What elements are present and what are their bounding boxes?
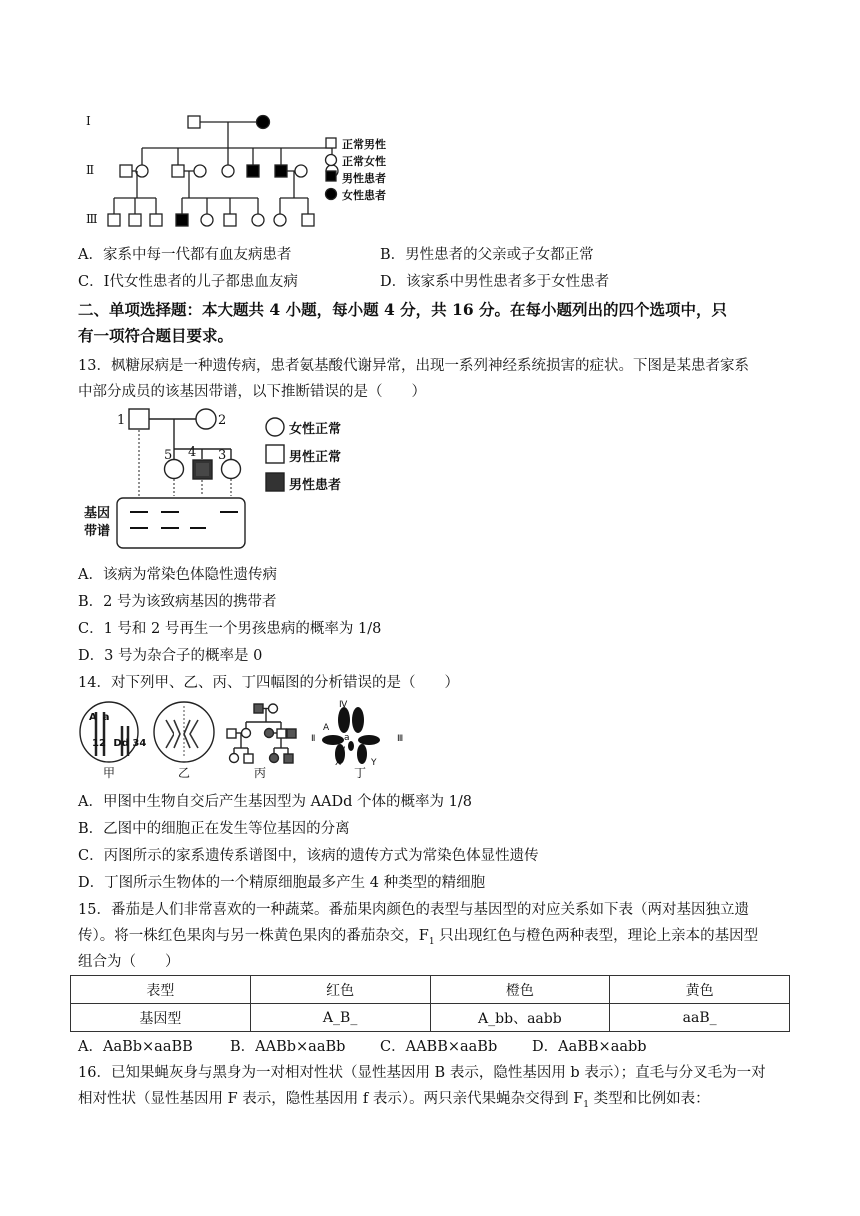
q13-option-c[interactable]: C．1 号和 2 号再生一个男孩患病的概率为 1/8 (78, 621, 382, 637)
q14-ding-label-A: A (323, 723, 330, 733)
q13-band-label-2: 带谱 (84, 524, 111, 539)
q12-option-a[interactable]: A．家系中每一代都有血友病患者 (78, 247, 292, 263)
q16-stem-line2: 相对性状（显性基因用 F 表示，隐性基因用 f 表示）。两只亲代果蝇杂交得到 $F_1$ 类型和比例如表： (78, 1091, 710, 1110)
q15-genotype-table (70, 975, 790, 1032)
generation-label-II: Ⅱ (86, 163, 95, 177)
q15-stem-line3: 组合为（ ） (78, 954, 180, 970)
q13-stem-line2: 中部分成员的该基因带谱，以下推断错误的是（ ） (78, 384, 426, 400)
table-cell: aaB_ (610, 1004, 790, 1032)
q14-ding-label-a: a (344, 733, 350, 743)
section-2-heading-line2: 有一项符合题目要求。 (78, 326, 234, 345)
table-row (71, 1004, 790, 1032)
q14-ding-label-V: Ⅴ (339, 746, 346, 756)
table-row (71, 976, 790, 1004)
q15-option-a[interactable]: A．AaBb×aaBB (78, 1039, 193, 1055)
q13-label-5: 5 (164, 448, 173, 463)
q14-jia-labels-top: A a (89, 712, 110, 723)
table-cell: A_B_ (250, 1004, 430, 1032)
q14-ding-label-X: X (335, 758, 342, 768)
q15-stem-line2: 传）。将一株红色果肉与另一株黄色果肉的番茄杂交，$F_1$ 只出现红色与橙色两种表型，理论上亲本的基因型 (78, 928, 759, 947)
q14-figure-label-jia: 甲 (103, 766, 116, 780)
pedigree-1-I-female-affected (257, 116, 270, 129)
q15-stem-line1: 15．番茄是人们非常喜欢的一种蔬菜。番茄果肉颜色的表型与基因型的对应关系如下表（两对基因独立遗 (78, 902, 749, 918)
q13-band-label-1: 基因 (84, 506, 111, 521)
section-2-heading-line1: 二、单项选择题：本大题共 4 小题，每小题 4 分，共 16 分。在每小题列出的四个选项中，只 (78, 300, 728, 319)
q14-option-d[interactable]: D．丁图所示生物体的一个精原细胞最多产生 4 种类型的精细胞 (78, 875, 486, 891)
table-cell: A_bb、aabb (430, 1004, 610, 1032)
q15-option-b[interactable]: B．AABb×aaBb (230, 1039, 346, 1055)
q13-label-4: 4 (188, 445, 197, 460)
q14-figure-label-ding: 丁 (354, 766, 367, 780)
legend-female-patient: 女性患者 (342, 189, 386, 202)
q12-option-c[interactable]: C．Ⅰ代女性患者的儿子都患血友病 (78, 274, 298, 290)
q12-option-b[interactable]: B．男性患者的父亲或子女都正常 (380, 247, 594, 263)
q15-option-c[interactable]: C．AABB×aaBb (380, 1039, 498, 1055)
q14-option-c[interactable]: C．丙图所示的家系遗传系谱图中，该病的遗传方式为常染色体显性遗传 (78, 848, 539, 864)
q14-figure-label-bing: 丙 (254, 766, 267, 780)
q14-stem: 14．对下列甲、乙、丙、丁四幅图的分析错误的是（ ） (78, 675, 459, 691)
generation-label-I: Ⅰ (86, 114, 91, 128)
pedigree-1-I-male (188, 116, 200, 128)
q15-option-d[interactable]: D．AaBB×aabb (532, 1039, 647, 1055)
table-cell: 基因型 (71, 1004, 251, 1032)
q13-label-3: 3 (218, 448, 227, 463)
q14-figure-label-yi: 乙 (178, 766, 191, 780)
q13-option-a[interactable]: A．该病为常染色体隐性遗传病 (78, 567, 277, 583)
q14-ding-label-IV: Ⅳ (339, 700, 348, 710)
q14-ding-label-Y: Y (371, 758, 377, 768)
generation-label-III: Ⅲ (86, 212, 98, 226)
q14-option-b[interactable]: B．乙图中的细胞正在发生等位基因的分离 (78, 821, 350, 837)
table-header-cell: 红色 (250, 976, 430, 1004)
legend-normal-female: 正常女性 (342, 155, 386, 168)
q14-option-a[interactable]: A．甲图中生物自交后产生基因型为 AADd 个体的概率为 1/8 (78, 794, 472, 810)
table-header-cell: 黄色 (610, 976, 790, 1004)
q13-stem-line1: 13．枫糖尿病是一种遗传病，患者氨基酸代谢异常，出现一系列神经系统损害的症状。下图是某患者家系 (78, 358, 749, 374)
q16-stem-line1: 16．已知果蝇灰身与黑身为一对相对性状（显性基因用 B 表示，隐性基因用 b 表示）；直毛与分叉毛为一对 (78, 1065, 766, 1081)
table-header-cell: 表型 (71, 976, 251, 1004)
q13-legend-male-patient: 男性患者 (289, 478, 342, 493)
q13-option-d[interactable]: D．3 号为杂合子的概率是 0 (78, 648, 263, 664)
q13-label-1: 1 (117, 413, 126, 428)
legend-male-patient: 男性患者 (342, 172, 386, 185)
q13-option-b[interactable]: B．2 号为该致病基因的携带者 (78, 594, 277, 610)
table-header-cell: 橙色 (430, 976, 610, 1004)
q13-legend-female-normal: 女性正常 (289, 422, 342, 437)
q12-option-d[interactable]: D．该家系中男性患者多于女性患者 (380, 274, 610, 290)
q14-jia-labels-bottom: 12 Dd 34 (92, 738, 147, 749)
legend-normal-male: 正常男性 (342, 138, 386, 151)
q13-legend-male-normal: 男性正常 (289, 450, 342, 465)
q14-ding-label-II: Ⅱ (311, 734, 316, 744)
q14-ding-label-III: Ⅲ (397, 734, 404, 744)
q13-label-2: 2 (218, 413, 227, 428)
